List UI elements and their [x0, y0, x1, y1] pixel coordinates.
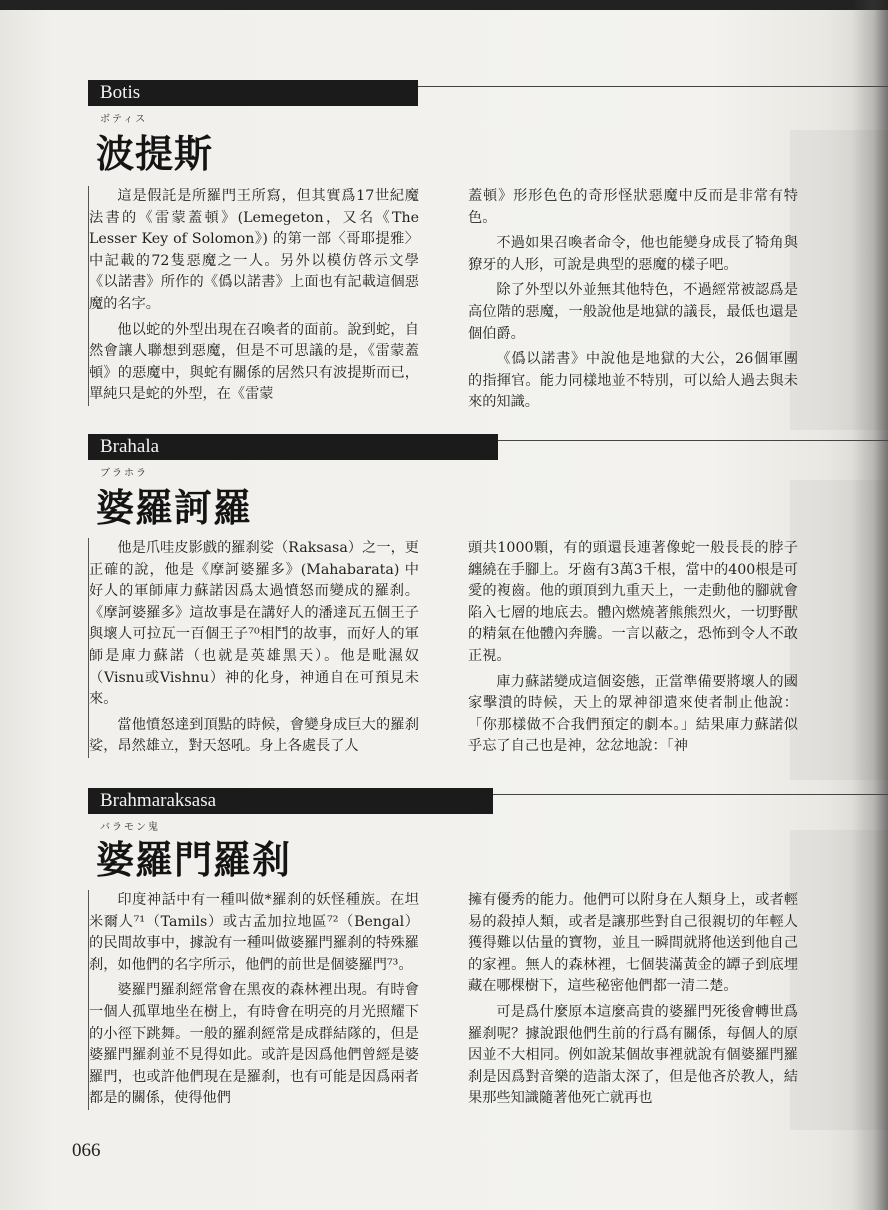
- page-curl-shadow: [852, 0, 888, 1210]
- entry-title: 婆羅門羅刹: [96, 838, 292, 882]
- entry-name-bar: Brahala: [88, 434, 498, 460]
- entry-kana: バラモン鬼: [100, 822, 160, 833]
- entry-kana: ボティス: [100, 114, 148, 125]
- entry-body: [88, 890, 800, 1126]
- entry-body: [88, 186, 800, 410]
- right-column: [468, 538, 798, 758]
- paragraph: 《僞以諾書》中說他是地獄的大公，26個軍團的指揮官。能力同樣地並不特別，可以給人過去與未來的知識。: [468, 351, 798, 411]
- paragraph: 他是爪哇皮影戲的羅刹娑（Raksasa）之一，更正確的說，他是《摩訶婆羅多》(Mahabarata) 中好人的軍師庫力蘇諾因爲太過憤怒而變成的羅刹。《摩訶婆羅多》這故事是在講好人的潘達瓦五個王子與壞人可拉瓦一百個王子⁷⁰相鬥的故事，而好人的軍師是庫力蘇諾（也就是英雄黑天）。他是毗濕奴（Visnu或Vishnu）神的化身，神通自在可預見未來。: [89, 540, 419, 708]
- left-column: [88, 890, 419, 1110]
- paragraph: 擁有優秀的能力。他們可以附身在人類身上，或者輕易的殺掉人類，或者是讓那些對自己很親切的年輕人獲得難以估量的寶物，並且一瞬間就將他送到他自己的家裡。無人的森林裡，七個裝滿黃金的罈子到底埋藏在哪棵樹下，這些秘密他們都一清二楚。: [468, 892, 798, 995]
- scan-top-edge: [0, 0, 888, 10]
- paragraph: 庫力蘇諾變成這個姿態，正當準備要將壞人的國家擊潰的時候，天上的眾神卻遣來使者制止他說：「你那樣做不合我們預定的劇本。」結果庫力蘇諾似乎忘了自己也是神，忿忿地說：「神: [468, 673, 798, 755]
- paragraph: 他以蛇的外型出現在召喚者的面前。說到蛇，自然會讓人聯想到惡魔，但是不可思議的是，《雷蒙蓋頓》的惡魔中，與蛇有關係的居然只有波提斯而已，單純只是蛇的外型，在《雷蒙: [89, 321, 419, 403]
- paragraph: 除了外型以外並無其他特色，不過經常被認爲是高位階的惡魔，一般說他是地獄的議長，最低也還是個伯爵。: [468, 282, 798, 342]
- entry-header: [88, 788, 888, 814]
- entry-header: [88, 434, 888, 460]
- paragraph: 這是假託是所羅門王所寫，但其實爲17世紀魔法書的《雷蒙蓋頓》(Lemegeton，又名《The Lesser Key of Solomon》) 的第一部〈哥耶提雅〉中記載的72隻惡魔之一人。另外以模仿啓示文學《以諾書》所作的《僞以諾書》上面也有記載這個惡魔的名字。: [89, 188, 419, 312]
- paragraph: 婆羅門羅刹經常會在黑夜的森林裡出現。有時會一個人孤單地坐在樹上，有時會在明亮的月光照耀下的小徑下跳舞。一般的羅刹經常是成群結隊的，但是婆羅門羅刹並不見得如此。或許是因爲他們曾經是婆羅門，也或許他們現在是羅刹，也有可能是因爲兩者都是的關係，使得他們: [89, 982, 419, 1107]
- header-rule: [418, 86, 888, 87]
- entry-name-bar: Brahmaraksasa: [88, 788, 493, 814]
- entry-brahala: [88, 434, 800, 774]
- header-rule: [493, 794, 888, 795]
- entry-brahmaraksasa: [88, 788, 800, 1128]
- entry-name-bar: Botis: [88, 80, 418, 106]
- entry-header: [88, 80, 888, 106]
- header-rule: [498, 440, 888, 441]
- entry-body: [88, 538, 800, 770]
- entry-title: 婆羅訶羅: [96, 486, 253, 530]
- right-column: [468, 890, 798, 1110]
- entry-kana: ブラホラ: [100, 468, 148, 479]
- paragraph: 不過如果召喚者命令，他也能變身成長了犄角與獠牙的人形，可說是典型的惡魔的樣子吧。: [468, 235, 798, 273]
- paragraph: 蓋頓》形形色色的奇形怪狀惡魔中反而是非常有特色。: [468, 188, 798, 226]
- paragraph: 頭共1000顆，有的頭還長連著像蛇一般長長的脖子纏繞在手腳上。牙齒有3萬3千根，當中的400根是可愛的複齒。他的頭頂到九重天上，一走動他的腳就會陷入七層的地底去。體內燃燒著熊熊烈火，一切野獸的精氣在他體內奔騰。一言以蔽之，恐怖到令人不敢正視。: [468, 540, 798, 664]
- paragraph: 當他憤怒達到頂點的時候，會變身成巨大的羅刹娑，昂然雄立，對天怒吼。身上各處長了人: [89, 716, 419, 755]
- right-column: [468, 186, 798, 414]
- paragraph: 印度神話中有一種叫做*羅刹的妖怪種族。在坦米爾人⁷¹（Tamils）或古孟加拉地區⁷²（Bengal）的民間故事中，據說有一種叫做婆羅門羅刹的特殊羅刹，如他們的名字所示，他們的前世是個婆羅門⁷³。: [89, 892, 419, 973]
- left-column: [88, 538, 419, 758]
- page-number: 066: [72, 1140, 101, 1161]
- entry-title: 波提斯: [96, 132, 214, 176]
- paragraph: 可是爲什麼原本這麼高貴的婆羅門死後會轉世爲羅刹呢？據說跟他們生前的行爲有關係，每個人的原因並不大相同。例如說某個故事裡就說有個婆羅門羅刹是因爲對音樂的造詣太深了，但是他吝於教人，結果那些知識隨著他死亡就再也: [468, 1003, 798, 1107]
- left-column: [88, 186, 419, 406]
- entry-botis: [88, 80, 800, 410]
